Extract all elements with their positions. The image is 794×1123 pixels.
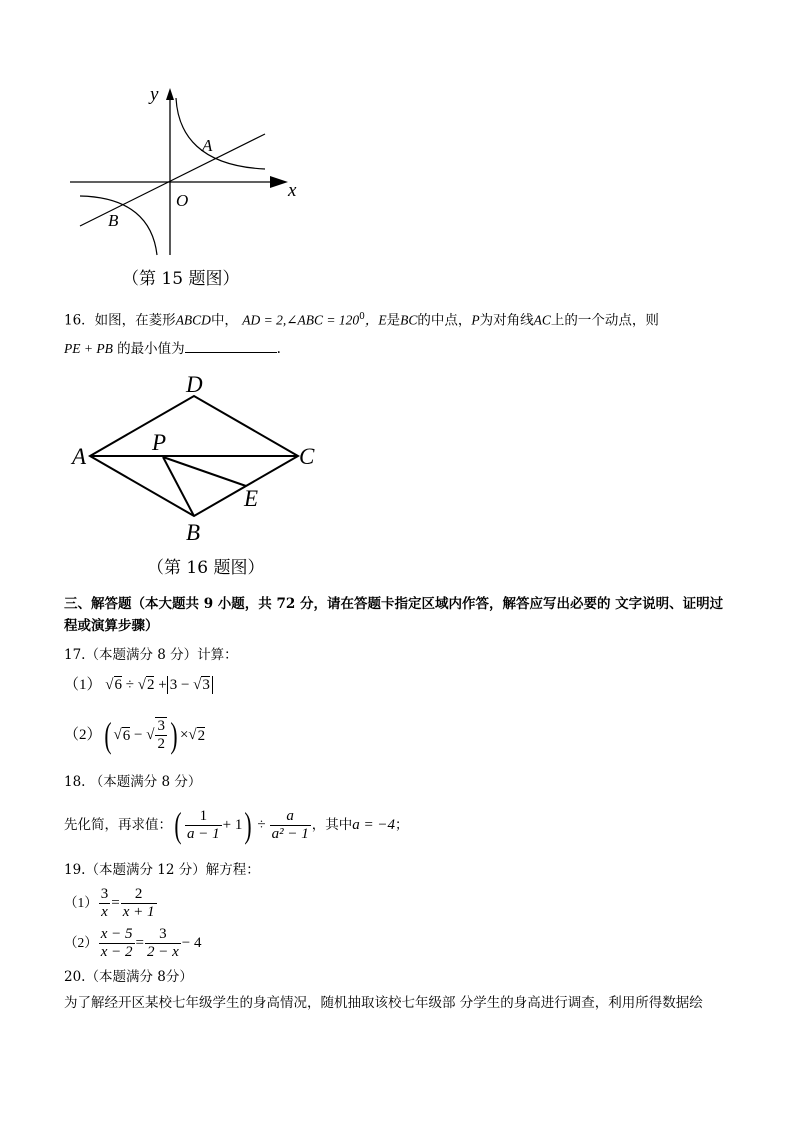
- q16-p: P: [471, 312, 480, 328]
- q18-paren-close: ): [244, 805, 252, 845]
- question-17-header: 17.（本题满分 8 分）计算：: [64, 647, 238, 663]
- q18-text-pre: 先化简，再求值：: [64, 817, 172, 833]
- q17-p2-times: ×: [179, 727, 189, 743]
- point-a-label: A: [202, 136, 213, 155]
- question-17-part-1: （1） √6 ÷ √2 + 3 − √3: [64, 676, 213, 694]
- q19-p1-right-fraction: [121, 886, 157, 921]
- q19-p1-rd: x + 1: [122, 903, 155, 920]
- point-e-label: E: [244, 486, 259, 511]
- q17-p1-op2: +: [158, 677, 167, 693]
- question-17-part-2: （2） ( √ 6 − √ $\frac{3}{2}$ ) × √ 2: [64, 715, 206, 755]
- q19-p1-ld: x: [101, 903, 108, 920]
- q16-end: .: [276, 341, 281, 357]
- q18-cond: a = −4: [352, 817, 395, 833]
- q19-p2-rd: 2 − x: [147, 943, 179, 960]
- q18-fraction-2: [270, 808, 311, 843]
- section-3-heading-line-2: 程或演算步骤）: [64, 618, 159, 634]
- q17-p2-label: （2）: [64, 727, 102, 743]
- figure-16-caption: （第 16 题图）: [147, 558, 265, 578]
- q18-cond-end: ；: [394, 817, 409, 833]
- q16-mid2: 的中点，: [417, 312, 472, 329]
- q17-p2-paren-close: ): [170, 715, 178, 755]
- q19-p1-ln: 3: [100, 885, 109, 902]
- question-16-line-2: [64, 340, 281, 358]
- q17-p2-minus: −: [134, 727, 143, 743]
- q16-expr: PE + PB: [64, 341, 113, 356]
- q17-p1-label: （1）: [64, 677, 102, 693]
- q19-p2-label: （2）: [64, 935, 98, 950]
- q16-e-text: 是: [386, 312, 401, 329]
- figure-15-caption: （第 15 题图）: [122, 269, 240, 289]
- figure-15: [60, 80, 320, 260]
- question-16-line-1: [64, 308, 659, 330]
- q16-prefix: 16．如图，在菱形: [64, 312, 176, 329]
- q18-f2-num: a: [270, 808, 311, 826]
- vertex-b-label: B: [186, 520, 201, 545]
- q17-p1-sqrt-b: 2: [146, 677, 155, 693]
- q19-p1-eq: =: [111, 895, 120, 911]
- question-19-header: 19.（本题满分 12 分）解方程：: [64, 862, 260, 878]
- q18-f1-den: a − 1: [187, 825, 220, 842]
- q17-p1-abs-sqrt: 3: [202, 677, 210, 693]
- q19-p1-left-fraction: [99, 886, 111, 921]
- q19-p1-rn: 2: [121, 886, 157, 904]
- q17-p2-sqrt-a: 6: [122, 727, 131, 744]
- q17-p1-sqrt-a: 6: [114, 677, 122, 693]
- x-axis-label: x: [288, 180, 297, 201]
- q19-p2-rn: 3: [145, 926, 181, 944]
- q17-p2-paren-open: (: [103, 715, 112, 755]
- y-axis-label: y: [150, 84, 159, 105]
- q16-e: ，E: [364, 312, 387, 328]
- q18-cond-pre: ，其中: [311, 817, 353, 833]
- q16-mid: 中，: [210, 312, 238, 329]
- point-b-label: B: [108, 211, 119, 230]
- q18-div: ÷: [257, 817, 266, 833]
- q16-abcd: ABCD: [175, 312, 211, 328]
- q16-degree: 0: [359, 312, 365, 322]
- q16-text: 的最小值为: [117, 341, 185, 357]
- q18-f2-den: a² − 1: [271, 825, 309, 842]
- q19-p1-label: （1）: [64, 895, 98, 910]
- q19-p2-tail: − 4: [181, 935, 202, 951]
- origin-label: O: [176, 191, 189, 210]
- q16-tail: 上的一个动点，则: [550, 312, 659, 329]
- question-20-text: 为了解经开区某校七年级学生的身高情况，随机抽取该校七年级部 分学生的身高进行调查，利用所得数据绘: [64, 995, 703, 1011]
- question-19-part-1: [64, 884, 158, 922]
- vertex-a-label: A: [72, 444, 87, 469]
- question-19-part-2: [64, 924, 202, 962]
- q16-diag: 为对角线: [479, 312, 534, 329]
- q19-p2-right-fraction: [145, 926, 181, 961]
- question-18-header: 18. （本题满分 8 分）: [64, 774, 202, 790]
- q17-p2-den: 2: [157, 736, 165, 752]
- q19-p2-ln: x − 5: [100, 925, 133, 942]
- q17-p2-sqrt-b: 2: [197, 727, 206, 744]
- question-18-body: [64, 803, 408, 847]
- q17-p1-abs-left: 3 −: [169, 677, 190, 693]
- q18-paren-open: (: [174, 805, 182, 845]
- q19-p2-left-fraction: [99, 926, 135, 961]
- q19-p2-eq: =: [135, 935, 144, 951]
- q16-bc: BC: [400, 312, 418, 328]
- y-axis-arrow: [166, 88, 174, 100]
- vertex-d-label: D: [186, 372, 203, 397]
- point-p-label: P: [152, 430, 167, 455]
- q17-p2-num: 3: [157, 718, 165, 734]
- q16-ac: AC: [533, 312, 551, 328]
- question-20-header: 20.（本题满分 8分）: [64, 969, 193, 985]
- q17-p2-fraction: [155, 717, 167, 753]
- figure-16: [66, 366, 336, 546]
- q18-fraction-1: [185, 808, 222, 843]
- q16-ad-expr: AD = 2,∠ABC = 120: [242, 312, 360, 328]
- q19-p2-ld: x − 2: [100, 943, 133, 960]
- hyperbola-branch-lower: [80, 196, 157, 255]
- q17-p1-abs: 3 − √3: [167, 676, 213, 694]
- hyperbola-branch-upper: [176, 98, 265, 169]
- x-axis-arrow: [270, 176, 288, 188]
- q18-plus-one: + 1: [222, 817, 243, 833]
- q17-p1-op1: ÷: [125, 677, 134, 693]
- answer-blank[interactable]: [185, 340, 277, 353]
- section-3-heading-line-1: 三、解答题（本大题共 9 小题，共 72 分，请在答题卡指定区域内作答，解答应写出必要的 文字说明、证明过: [64, 596, 724, 612]
- q18-f1-num: 1: [185, 808, 222, 826]
- vertex-c-label: C: [299, 444, 315, 469]
